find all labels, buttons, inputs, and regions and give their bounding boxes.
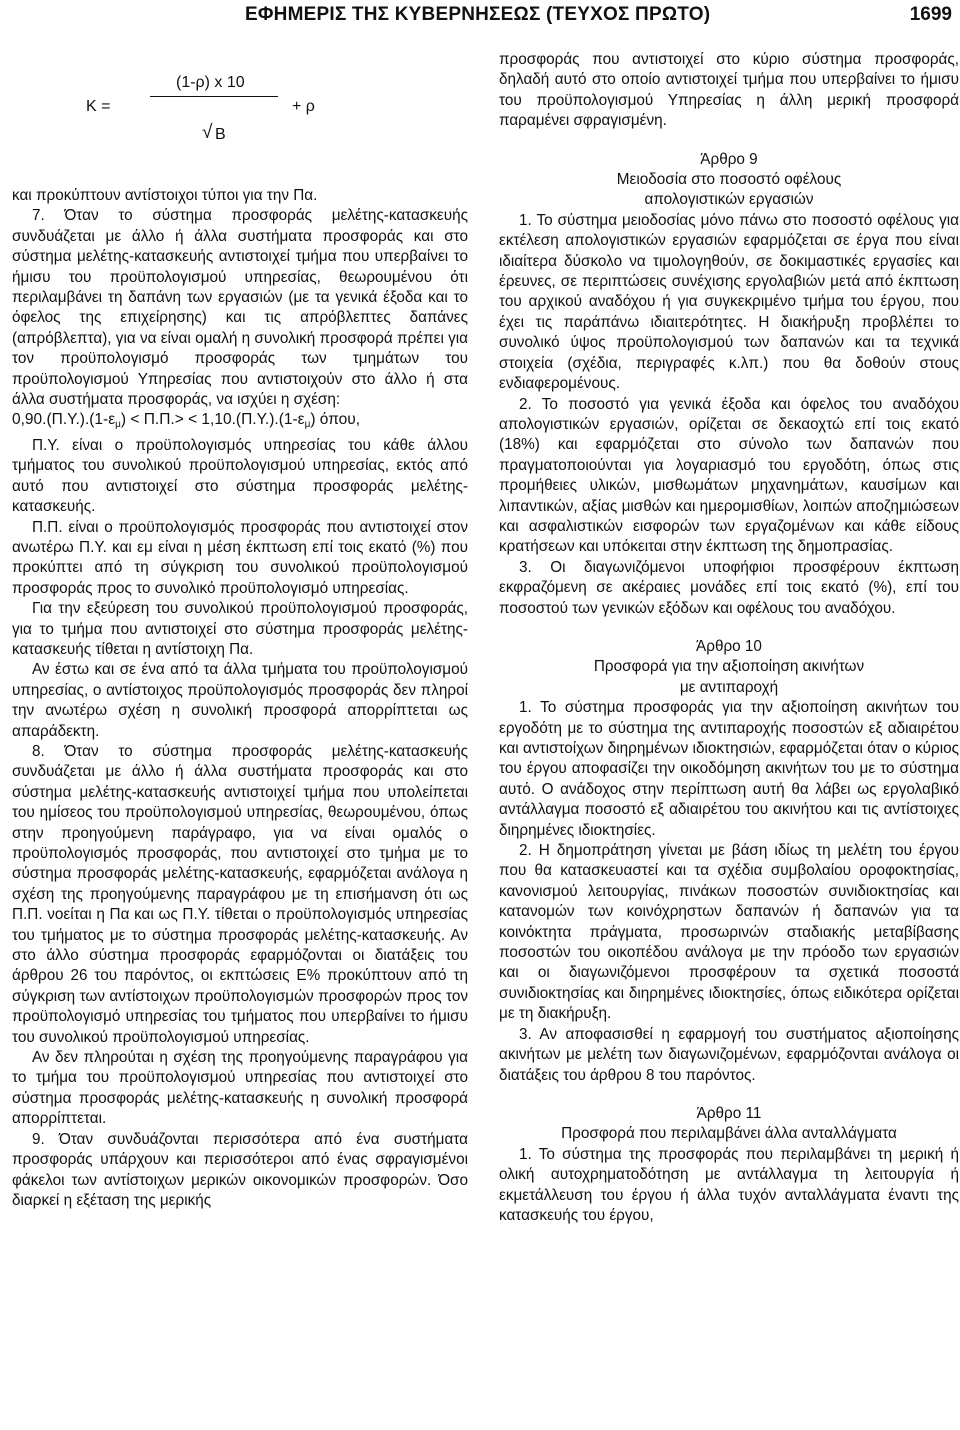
paragraph: 2. Η δημοπράτηση γίνεται με βάση ιδίως τη μελέτη του έργου που θα κατασκευαστεί και τα σχέδια συμβολαίου οροφοκτησίας, κανονισμού λειτουργίας, πινάκων ποσοστών συνιδιοκτησίας και κατανομών των κοινόχρηστων δαπανών ή δαπανών για τα κοινόκτητα πράγματα, προσωρινών σταδιακής μεταβίβασης ποσοστών του οικοπέδου ανάλογα με την πρόοδο των εργασιών και οι διαγωνιζόμενοι προσφέρουν τα σχετικά ποσοστά συνιδιοκτησίας και διηρημένες ιδιοκτησίες, όπως ειδικότερα ορίζεται με τη διακήρυξη. bbox=[499, 842, 959, 1023]
paragraph: Π.Π. είναι ο προϋπολογισμός προσφοράς που αντιστοιχεί στον ανωτέρω Π.Υ. και εμ είναι η μέση έκπτωση επί τοις εκατό (%) που προκύπτει από τη σύγκριση του συνολικού προϋπολογισμού προσφοράς προς το συνολικό προϋπολογισμό υπηρεσίας. bbox=[12, 518, 468, 597]
inequality-part: ) < Π.Π.> < 1,10.(Π.Υ.).(1-ε bbox=[120, 411, 305, 429]
paragraph: Αν δεν πληρούται η σχέση της προηγούμενης παραγράφου για το τμήμα του προϋπολογισμού υπηρεσίας που αντιστοιχεί στο σύστημα προσφοράς μελέτης-κατασκευής η συνολική προσφορά απορρίπτεται. bbox=[12, 1049, 468, 1128]
paragraph: 3. Οι διαγωνιζόμενοι υποφήφιοι προσφέρουν έκπτωση εκφραζόμενη σε ακέραιες μονάδες επί τοις εκατό (%), επί του ποσοστού των γενικών εξόδων και οφέλους του αναδόχου. bbox=[499, 558, 959, 617]
formula-plus: + ρ bbox=[292, 98, 315, 115]
paragraph: 1. Το σύστημα μειοδοσίας μόνο πάνω στο ποσοστό οφέλους για εκτέλεση απολογιστικών εργασιών εφαρμόζεται σε έργα που είναι ιδιαίτερα δύσκολο να τιμολογηθούν, σε δοκιμαστικές εργασίες και έρευνες, σε περιπτώσεις συνέχισης εργολαβιών μετά από έκπτωση του αρχικού αναδόχου ή για συγκεκριμένο τμήμα του έργου, που έχει τις παράπάνω ιδιαιτερότητες. Η διακήρυξη προβλέπει το συνολικό ύψος προϋπολογισμού των δαπανών και τα τεχνικά στοιχεία (σχέδια, περιγραφές κ.λπ.) που θα δοθούν στους ενδιαφερομένους. bbox=[499, 211, 959, 393]
paragraph: 1. Το σύστημα προσφοράς για την αξιοποίηση ακινήτων του εργοδότη με το σύστημα της αντιπαροχής ποσοστών εξ αδιαιρέτου και αντιστοίχων διηρημένων ιδιοκτησιών, εφαρμόζεται όταν ο κύριος του έργου αποφασίζει την οικοδόμηση ακινήτων του με το σύστημα αυτό. Ο ανάδοχος στην περίπτωση αυτή θα λάβει ως εργολαβικό αντάλλαγμα ποσοστό εξ αδιαιρέτου του ακινήτου και τις αντίστοιχες διηρημένες ιδιοκτησίες. bbox=[499, 699, 959, 839]
formula-denominator: B bbox=[215, 126, 226, 143]
right-column bbox=[499, 50, 959, 1226]
page-header bbox=[0, 4, 960, 30]
article-number: Άρθρο 9 bbox=[700, 150, 758, 168]
left-column bbox=[12, 186, 468, 1211]
article-title: απολογιστικών εργασιών bbox=[644, 191, 814, 209]
formula bbox=[0, 62, 470, 162]
sqrt-sign: √ bbox=[202, 122, 213, 143]
article-title: Προσφορά που περιλαμβάνει άλλα ανταλλάγματα bbox=[561, 1125, 897, 1143]
paragraph: 2. Το ποσοστό για γενικά έξοδα και όφελος του αναδόχου απολογιστικών εργασιών, ορίζεται σε δεκαοχτώ επί τοις εκατό (18%) και εφαρμόζεται στο σύνολο των δαπανών που πραγματοποιούνται για λογαριασμό του εργοδότη, όπως στις προμήθειες υλικών, μισθωμάτων μηχανημάτων, καυσίμων και λιπαντικών, αξίας μισθών και ημερομισθίων, λοιπών αποζημιώσεων και ασφαλιστικών εισφορών των εργαζομένων και κάθε είδους κρατήσεων και υπόκειται στην έκπτωση της δημοπρασίας. bbox=[499, 395, 959, 556]
paragraph: 7. Όταν το σύστημα προσφοράς μελέτης-κατασκευής συνδυάζεται με άλλο ή άλλα συστήματα προσφοράς και στο σύστημα μελέτης-κατασκευής αντιστοιχεί τμήμα που υπερβαίνει το ήμισυ του προϋπολογισμού υπηρεσίας, θεωρουμένου ότι περιλαμβάνει τη δαπάνη των εργασιών (με τα γενικά έξοδα και το όφελος της επιχείρησης) και τις απρόβλεπτες δαπάνες (απρόβλεπτα), για να είναι ομαλή η συνολική προσφορά πρέπει για τον προϋπολογισμό προσφοράς των τμημάτων του προϋπολογισμού Υπηρεσίας που αντιστοιχούν στο άλλο ή στα άλλα συστήματα προσφοράς, να ισχύει η σχέση: bbox=[12, 207, 468, 409]
paragraph: και προκύπτουν αντίστοιχοι τύποι για την Πα. bbox=[12, 187, 318, 204]
paragraph: 3. Αν αποφασισθεί η εφαρμογή του συστήματος αξιοποίησης ακινήτων με μελέτη των διαγωνιζομένων, εφαρμόζονται ανάλογα οι διατάξεις του άρθρου 8 του παρόντος. bbox=[499, 1025, 959, 1084]
inequality-part: ) όπου, bbox=[310, 411, 361, 429]
paragraph: 8. Όταν το σύστημα προσφοράς μελέτης-κατασκευής συνδυάζεται με άλλο ή άλλα συστήματα προσφοράς και στο σύστημα μελέτης-κατασκευής αντιστοιχεί τμήμα που υπολείπεται του ημίσεος του προϋπολογισμού υπηρεσίας, θεωρουμένου, όπως στην προηγούμενη παράγραφο, για να είναι ομαλός ο προϋπολογισμός προσφοράς, που αντιστοιχεί στο τμήμα με το σύστημα προσφοράς μελέτης-κατασκευής, εφαρμόζεται ανάλογα η σχέση της προηγούμενης παραγράφου με τη επισήμανση ότι ως Π.Π. νοείται η Πα και ως Π.Υ. τίθεται ο προϋπολογισμός υπηρεσίας του τμήματος με το σύστημα προσφοράς μελέτης-κατασκευής. Αν στο άλλο σύστημα προσφοράς εφαρμόζονται οι διατάξεις του άρθρου 26 του παρόντος, οι εκπτώσεις Ε% προκύπτουν από τη σύγκριση των αντίστοιχων προϋπολογισμών προσφορών προς τον προϋπολογισμό υπηρεσίας του τμήματος που υπερβαίνει το ήμισυ του συνολικού προϋπολογισμού υπηρεσίας. bbox=[12, 742, 468, 1046]
article-title: Προσφορά για την αξιοποίηση ακινήτων bbox=[593, 658, 865, 676]
paragraph: Για την εξεύρεση του συνολικού προϋπολογισμού προσφοράς, για το τμήμα που αντιστοιχεί στο σύστημα προσφοράς μελέτης-κατασκευής τίθεται η αντίστοιχη Πα. bbox=[12, 600, 468, 658]
inequality-part: 0,90.(Π.Υ.).(1-ε bbox=[12, 411, 116, 429]
paragraph: Αν έστω και σε ένα από τα άλλα τμήματα του προϋπολογισμού υπηρεσίας, ο αντίστοιχος προϋπολογισμός προσφοράς δεν πληροί την ανωτέρω σχέση η συνολική προσφορά απορρίπτεται ως απαράδεκτη. bbox=[12, 661, 468, 740]
formula-numerator: (1-ρ) x 10 bbox=[176, 74, 245, 91]
article-number: Άρθρο 10 bbox=[696, 637, 762, 655]
inequality bbox=[12, 410, 468, 435]
formula-lhs: K = bbox=[86, 98, 111, 115]
article-title: Μειοδοσία στο ποσοστό οφέλους bbox=[616, 171, 842, 189]
page-number: 1699 bbox=[909, 4, 952, 25]
fraction-line bbox=[150, 96, 278, 97]
paragraph: 9. Όταν συνδυάζονται περισσότερα από ένα συστήματα προσφοράς υπάρχουν και περισσότεροι από ένας σφραγισμένοι φάκελοι των αντίστοιχων μερικών οικονομικών προσφορών. Όσο διαρκεί η εξέταση της μερικής bbox=[12, 1130, 468, 1209]
article-number: Άρθρο 11 bbox=[696, 1104, 762, 1122]
paragraph: Π.Υ. είναι ο προϋπολογισμός υπηρεσίας του κάθε άλλου τμήματος του συνολικού προϋπολογισμού υπηρεσίας, εκτός από αυτό που αντιστοιχεί στο σύστημα προσφοράς μελέτης-κατασκευής. bbox=[12, 436, 468, 516]
subscript: μ bbox=[115, 419, 121, 431]
subscript: μ bbox=[304, 419, 311, 431]
gazette-title: ΕΦΗΜΕΡΙΣ ΤΗΣ ΚΥΒΕΡΝΗΣΕΩΣ (ΤΕΥΧΟΣ ΠΡΩΤΟ) bbox=[245, 4, 711, 25]
paragraph: 1. Το σύστημα της προσφοράς που περιλαμβάνει τη μερική ή ολική αυτοχρηματοδότηση με αντάλλαγμα τη λειτουργία ή εκμετάλλευση του έργου ή άλλα τυχόν ανταλλάγματα έναντι της κατασκευής του έργου, bbox=[499, 1145, 959, 1224]
paragraph: προσφοράς που αντιστοιχεί στο κύριο σύστημα προσφοράς, δηλαδή αυτό στο οποίο αντιστοιχεί τμήμα που υπερβαίνει το ήμισυ του προϋπολογισμού Υπηρεσίας η άλλη μερική προσφορά παραμένει σφραγισμένη. bbox=[499, 51, 959, 130]
article-title: με αντιπαροχή bbox=[679, 678, 779, 696]
